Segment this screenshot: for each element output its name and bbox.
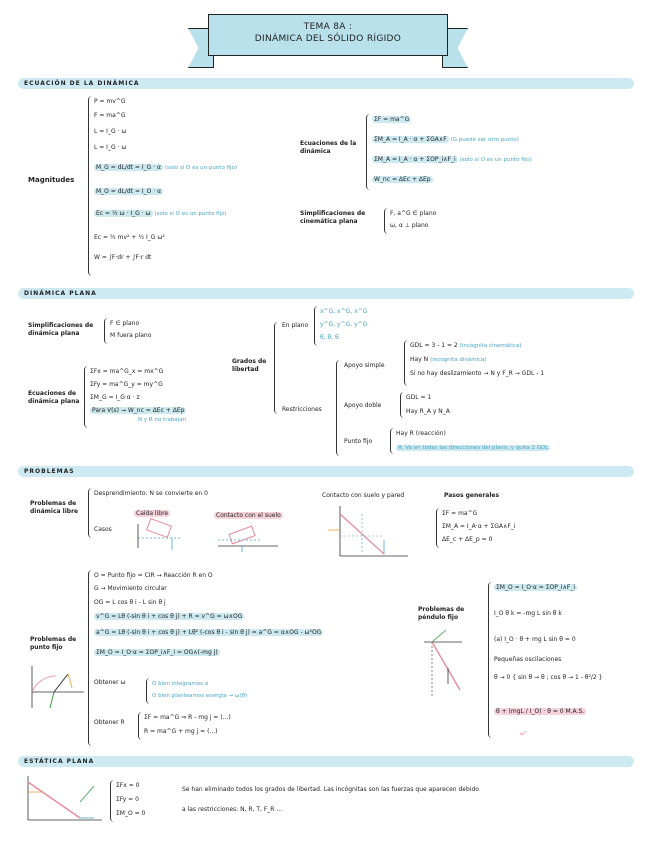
contacto-suelo: Contacto con el suelo bbox=[216, 512, 281, 519]
punto-fijo-diagram bbox=[24, 660, 88, 716]
pendulo-brace bbox=[488, 582, 492, 738]
en-plano-label: En plano bbox=[282, 322, 309, 329]
estatica-diagram bbox=[24, 772, 106, 828]
mag-item: M_G = dL/dt = I_G · α bbox=[96, 164, 161, 171]
magnitudes-list: P = mv^G F = ma^G L = I_G · ω L = I_G · ω M_G = dL/dt = I_G · α (solo si O es un punto fijo) M_O = dL/dt = I_O · α Ec = ½ ω · I_G · ω (solo si O es un punto fijo) Ec = ½ mv² + ½ I_G ω² W = ∫F·dr + ∫F·r dt bbox=[94, 98, 238, 261]
mag-item: P = mv^G bbox=[94, 98, 126, 105]
contacto-pared-diagram bbox=[318, 500, 414, 566]
ec-dinamica-brace bbox=[84, 366, 88, 428]
punto-fijo-label: Punto fijo bbox=[344, 438, 373, 445]
ecuaciones-brace bbox=[366, 114, 370, 190]
simp-dinamica-label: Simplificaciones de dinámica plana bbox=[28, 322, 94, 337]
simp-cinematica-label: Simplificaciones de cinemática plana bbox=[300, 210, 366, 225]
caida-libre-diagram bbox=[130, 518, 190, 554]
obtener-r-list: ΣF = ma^G ⇒ R - mg j = (...) R = ma^G + mg j = (...) bbox=[144, 714, 231, 735]
section-problemas: PROBLEMAS bbox=[18, 466, 634, 477]
gdl-brace bbox=[274, 322, 278, 414]
magnitudes-brace bbox=[88, 96, 92, 276]
omega-squared: ω² bbox=[520, 731, 527, 737]
mag-item: L = I_G · ω bbox=[94, 144, 127, 151]
casos-label: Casos bbox=[94, 526, 112, 533]
desprendimiento: Desprendimiento: N se convierte en 0 bbox=[94, 490, 208, 497]
pendulo-diagram bbox=[418, 628, 484, 702]
estatica-text-2: a las restricciones: N, R, T, F_R ... bbox=[182, 806, 283, 813]
title-line-2: DINÁMICA DEL SÓLIDO RÍGIDO bbox=[254, 34, 402, 44]
apoyo-simple-brace bbox=[404, 340, 408, 386]
title-line-1: TEMA 8A : bbox=[303, 22, 353, 32]
gdl-label: Grados de libertad bbox=[232, 358, 267, 373]
mag-item: Ec = ½ mv² + ½ I_G ω² bbox=[94, 234, 165, 241]
simp-cinematica-brace bbox=[384, 208, 388, 234]
ecuaciones-label: Ecuaciones de la dinámica bbox=[300, 140, 357, 155]
punto-fijo-brace bbox=[390, 428, 394, 454]
caida-libre: Caída libre bbox=[136, 510, 169, 517]
mag-item: Ec = ½ ω · I_G · ω bbox=[96, 210, 151, 217]
apoyo-doble-label: Apoyo doble bbox=[344, 402, 382, 409]
mag-item: W = ∫F·dr + ∫F·r dt bbox=[94, 254, 152, 261]
pasos-list: ΣF = ma^G ΣM_A = I_A·α + ΣGA∧F_i ΔE_c + ΔE_p = 0 bbox=[442, 510, 516, 543]
obtener-w-brace bbox=[146, 678, 150, 704]
punto-fijo-prob-brace bbox=[88, 570, 92, 746]
estatica-equations: ΣFx = 0 ΣFy = 0 ΣM_O = 0 bbox=[116, 782, 146, 817]
mag-item: M_O = dL/dt = I_O · α bbox=[96, 188, 162, 195]
estatica-text-1: Se han eliminado todos los grados de libertad. Las incógnitas son las fuerzas que aparecen debido bbox=[182, 786, 479, 793]
libre-brace bbox=[88, 488, 92, 538]
simp-cinematica-list: F, a^G ∈ plano ω, α ⊥ plano bbox=[390, 210, 437, 229]
obtener-w-list: O bien integramos α O bien planteamos energía → ω(θ) bbox=[152, 681, 248, 699]
pendulo-list: ΣM_O = I_O·α = ΣOP_i∧F_i I_O θ k = -mg L sin θ k (a) I_O · θ + mg L sin θ = 0 Pequeñas oscilaciones θ → 0 { sin θ → θ ; cos θ → 1 - θ²/2 } θ + (mgL / I_O) · θ = 0 M.A.S. bbox=[494, 584, 603, 715]
magnitudes-label: Magnitudes bbox=[28, 176, 75, 184]
restricciones-brace bbox=[336, 360, 340, 456]
pasos-label: Pasos generales bbox=[444, 492, 500, 499]
ec-dinamica-label: Ecuaciones de dinámica plana bbox=[28, 390, 80, 405]
page-title bbox=[208, 14, 448, 56]
en-plano-list: x^G, x^G, x^G y^G, y^G, y^G θ, θ, θ bbox=[320, 308, 368, 341]
punto-fijo-prob-list: O = Punto fijo = CIR → Reacción R en O G → Movimiento circular OG = L cos θ i - L sin θ j v^G = Lθ (-sin θ i + cos θ j) + R = v^G = ω∧OG a^G = Lθ (-sin θ i + cos θ j) + Lθ² (-cos θ i - sin θ j) = a^G = α∧OG - ω²OG ΣM_O = I_O·α = ΣOP_i∧F_i = OG∧(-mg j) Obtener ω Obtener R bbox=[94, 572, 322, 726]
simp-dinamica-brace bbox=[104, 318, 108, 344]
contacto-suelo-diagram bbox=[208, 520, 288, 554]
obtener-r-brace bbox=[138, 712, 142, 740]
restricciones-label: Restricciones bbox=[282, 406, 322, 413]
mag-item: F = ma^G bbox=[94, 112, 126, 119]
pasos-brace bbox=[436, 508, 440, 548]
contacto-pared: Contacto con suelo y pared bbox=[322, 492, 405, 499]
punto-fijo-list: Hay R (reacción) R: Va en todas las direcciones del plano, y quita 2 GDL bbox=[396, 430, 549, 451]
pendulo-label: Problemas de péndulo fijo bbox=[418, 606, 465, 621]
section-ecuacion: ECUACIÓN DE LA DINÁMICA bbox=[18, 78, 634, 89]
apoyo-simple-label: Apoyo simple bbox=[344, 362, 385, 369]
mag-item: L = I_G · ω bbox=[94, 128, 127, 135]
en-plano-brace bbox=[314, 306, 318, 346]
ecuaciones-list: ΣF = ma^G ΣM_A = I_A · α + ΣGA∧F (G puede ser otro punto) ΣM_A = I_A · α + ΣOP_i∧F_i (solo si O es un punto fijo) W_nc = ΔEc + ΔEp bbox=[374, 116, 532, 183]
apoyo-doble-brace bbox=[400, 392, 404, 418]
ec-dinamica-list: ΣFx = ma^G_x = mx^G ΣFy = ma^G_y = my^G ΣM_G = I_G·α · z Para V(s) → W_nc = ΔEc + ΔEp N y R no trabajan bbox=[90, 368, 187, 423]
simp-dinamica-list: F ∈ plano M fuera plano bbox=[110, 320, 152, 339]
apoyo-doble-list: GDL = 1 Hay R_A y N_A bbox=[406, 394, 450, 415]
punto-fijo-prob-label: Problemas de punto fijo bbox=[30, 636, 77, 651]
libre-label: Problemas de dinámica libre bbox=[30, 500, 79, 515]
apoyo-simple-list: GDL = 3 - 1 = 2 (incógnita cinemática) Hay N (incógnita dinámica) Si no hay deslizamiento → N y F_R → GDL - 1 bbox=[410, 342, 545, 377]
section-plana: DINÁMICA PLANA bbox=[18, 288, 634, 299]
estatica-brace bbox=[110, 780, 114, 822]
section-estatica: ESTÁTICA PLANA bbox=[18, 756, 634, 767]
